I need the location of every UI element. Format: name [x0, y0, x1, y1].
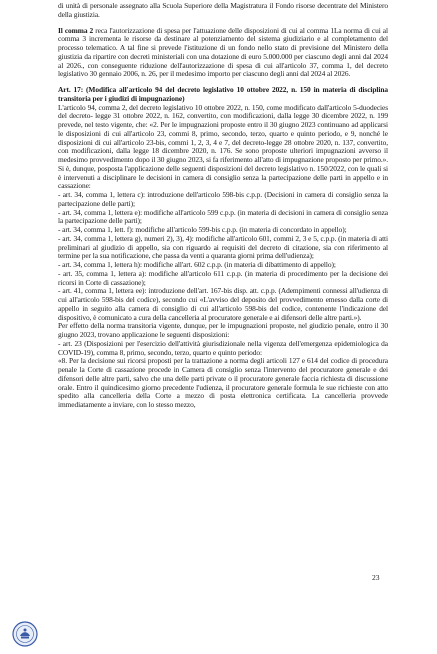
article-title: Art. 17: (Modifica all'articolo 94 del decreto legislativo 10 ottobre 2022, n. 150 in materia di disciplina transitoria per i giudizi di impugnazione)	[58, 85, 388, 103]
comma2-text: reca l'autorizzazione di spesa per l'attuazione delle disposizioni di cui al comma 1La norma di cui al comma 3 incrementa le risorse da destinare al potenziamento del sistema giudiziario e al completamento del processo telematico. A tal fine si prevede l'istituzione di un fondo nello stato di previsione del Ministero della giustizia da ripartire con decreti ministeriali con una dotazione di euro 5.000.000 per ciascuno degli anni dal 2024 al 2026., con conseguente riduzione dell'autorizzazione di spesa di cui all'articolo 37, comma 1, del decreto legislativo 30 gennaio 2006, n. 26, per il medesimo importo per ciascuno degli anni dal 2024 al 2026.	[58, 25, 388, 79]
list-item: - art. 34, comma 1, lettera e): modifiche all'articolo 599 c.p.p. (in materia di decisioni in camera di consiglio senza la partecipazione delle parti);	[58, 207, 388, 226]
paragraph-intro: di unità di personale assegnato alla Scuola Superiore della Magistratura il Fondo risorse decentrate del Ministero della giustizia.	[58, 1, 388, 19]
paragraph-art23: - art. 23 (Disposizioni per l'esercizio dell'attività giurisdizionale nella vigenza dell'emergenza epidemiologica da COVID-19), comma 8, primo, secondo, terzo, quarto e quinto periodo:	[58, 338, 388, 357]
paragraph-comma2	[58, 27, 388, 80]
list-item: - art. 35, comma 1, lettera a): modifiche all'articolo 611 c.p.p. (in materia di procedimento per la decisione dei ricorsi in Corte di cassazione);	[58, 268, 388, 287]
list-item: - art. 34, comma 1, lettera c): introduzione dell'articolo 598-bis c.p.p. (Decisioni in camera di consiglio senza la partecipazione delle parti);	[58, 190, 388, 208]
page-number: 23	[372, 573, 380, 582]
document-page	[58, 2, 388, 410]
paragraph-quote: «8. Per la decisione sui ricorsi proposti per la trattazione a norma degli articoli 127 e 614 del codice di procedura penale la Corte di cassazione procede in Camera di consiglio senza l'intervento del procuratore generale e dei difensori delle altre parti, salvo che una delle parti private o il procuratore generale faccia richiesta di discussione orale. Entro il quindicesimo giorno precedente l'udienza, il procuratore generale formula le sue richieste con atto spedito alla cancelleria della Corte a mezzo di posta elettronica certificata. La cancelleria provvede immediatamente a inviare, con lo stesso mezzo,	[58, 356, 388, 409]
list-item: - art. 34, comma 1, lettera g), numeri 2), 3), 4): modifiche all'articolo 601, commi 2, 3 e 5, c.p.p. (in materia di atti preliminari al giudizio di appello, sia con riguardo ai requisiti del decreto di citazione, sia con riferimento al termine per la sua notificazione, che passa da venti a quaranta giorni prima dell'udienza);	[58, 233, 388, 261]
paragraph-article94: L'articolo 94, comma 2, del decreto legislativo 10 ottobre 2022, n. 150, come modificato dall'articolo 5-duodecies del decreto- legge 31 ottobre 2022, n. 162, convertito, con modificazioni, dalla legge 30 dicembre 2022, n. 199 prevede, nel testo vigente, che: «2. Per le impugnazioni proposte entro il 30 giugno 2023 continuano ad applicarsi le disposizioni di cui all'articolo 23, commi 8, primo, secondo, terzo, quarto e quinto periodo, e 9, nonché le disposizioni di cui all'articolo 23-bis, commi 1, 2, 3, 4 e 7, del decreto-legge 28 ottobre 2020, n. 137, convertito, con modificazioni, dalla legge 18 dicembre 2020, n. 176. Se sono proposte ulteriori impugnazioni avverso il medesimo provvedimento dopo il 30 giugno 2023, si fa riferimento all'atto di impugnazione proposto per primo.». Si è, dunque, posposta l'applicazione delle seguenti disposizioni del decreto legislativo n. 150/2022, con le quali si è intervenuti a disciplinare le decisioni in camera di consiglio senza la partecipazione delle parti in appello e in cassazione:	[58, 102, 388, 191]
list-item: - art. 34, comma 1, lettera h): modifiche all'art. 602 c.p.p. (in materia di dibattimento di appello);	[58, 260, 336, 269]
comma2-lead: Il comma 2	[58, 25, 94, 35]
seal-logo-icon	[12, 621, 38, 647]
paragraph-transitional: Per effetto della norma transitoria vigente, dunque, per le impugnazioni proposte, nel giudizio penale, entro il 30 giugno 2023, trovano applicazione le seguenti disposizioni:	[58, 321, 388, 339]
list-item: - art. 41, comma 1, lettera ee): introduzione dell'art. 167-bis disp. att. c.p.p. (Adempimenti connessi all'udienza di cui all'articolo 598-bis del codice), secondo cui «L'avviso del deposito del provvedimento emesso dalla corte di appello in seguito alla camera di consiglio di cui all'articolo 598-bis del codice, contenente l'indicazione del dispositivo, è comunicato a cura della cancelleria al procuratore generale e ai difensori delle altre parti.»).	[58, 286, 388, 322]
list-item: - art. 34, comma 1, lett. f): modifiche all'articolo 599-bis c.p.p. (in materia di concordato in appello);	[58, 225, 347, 234]
